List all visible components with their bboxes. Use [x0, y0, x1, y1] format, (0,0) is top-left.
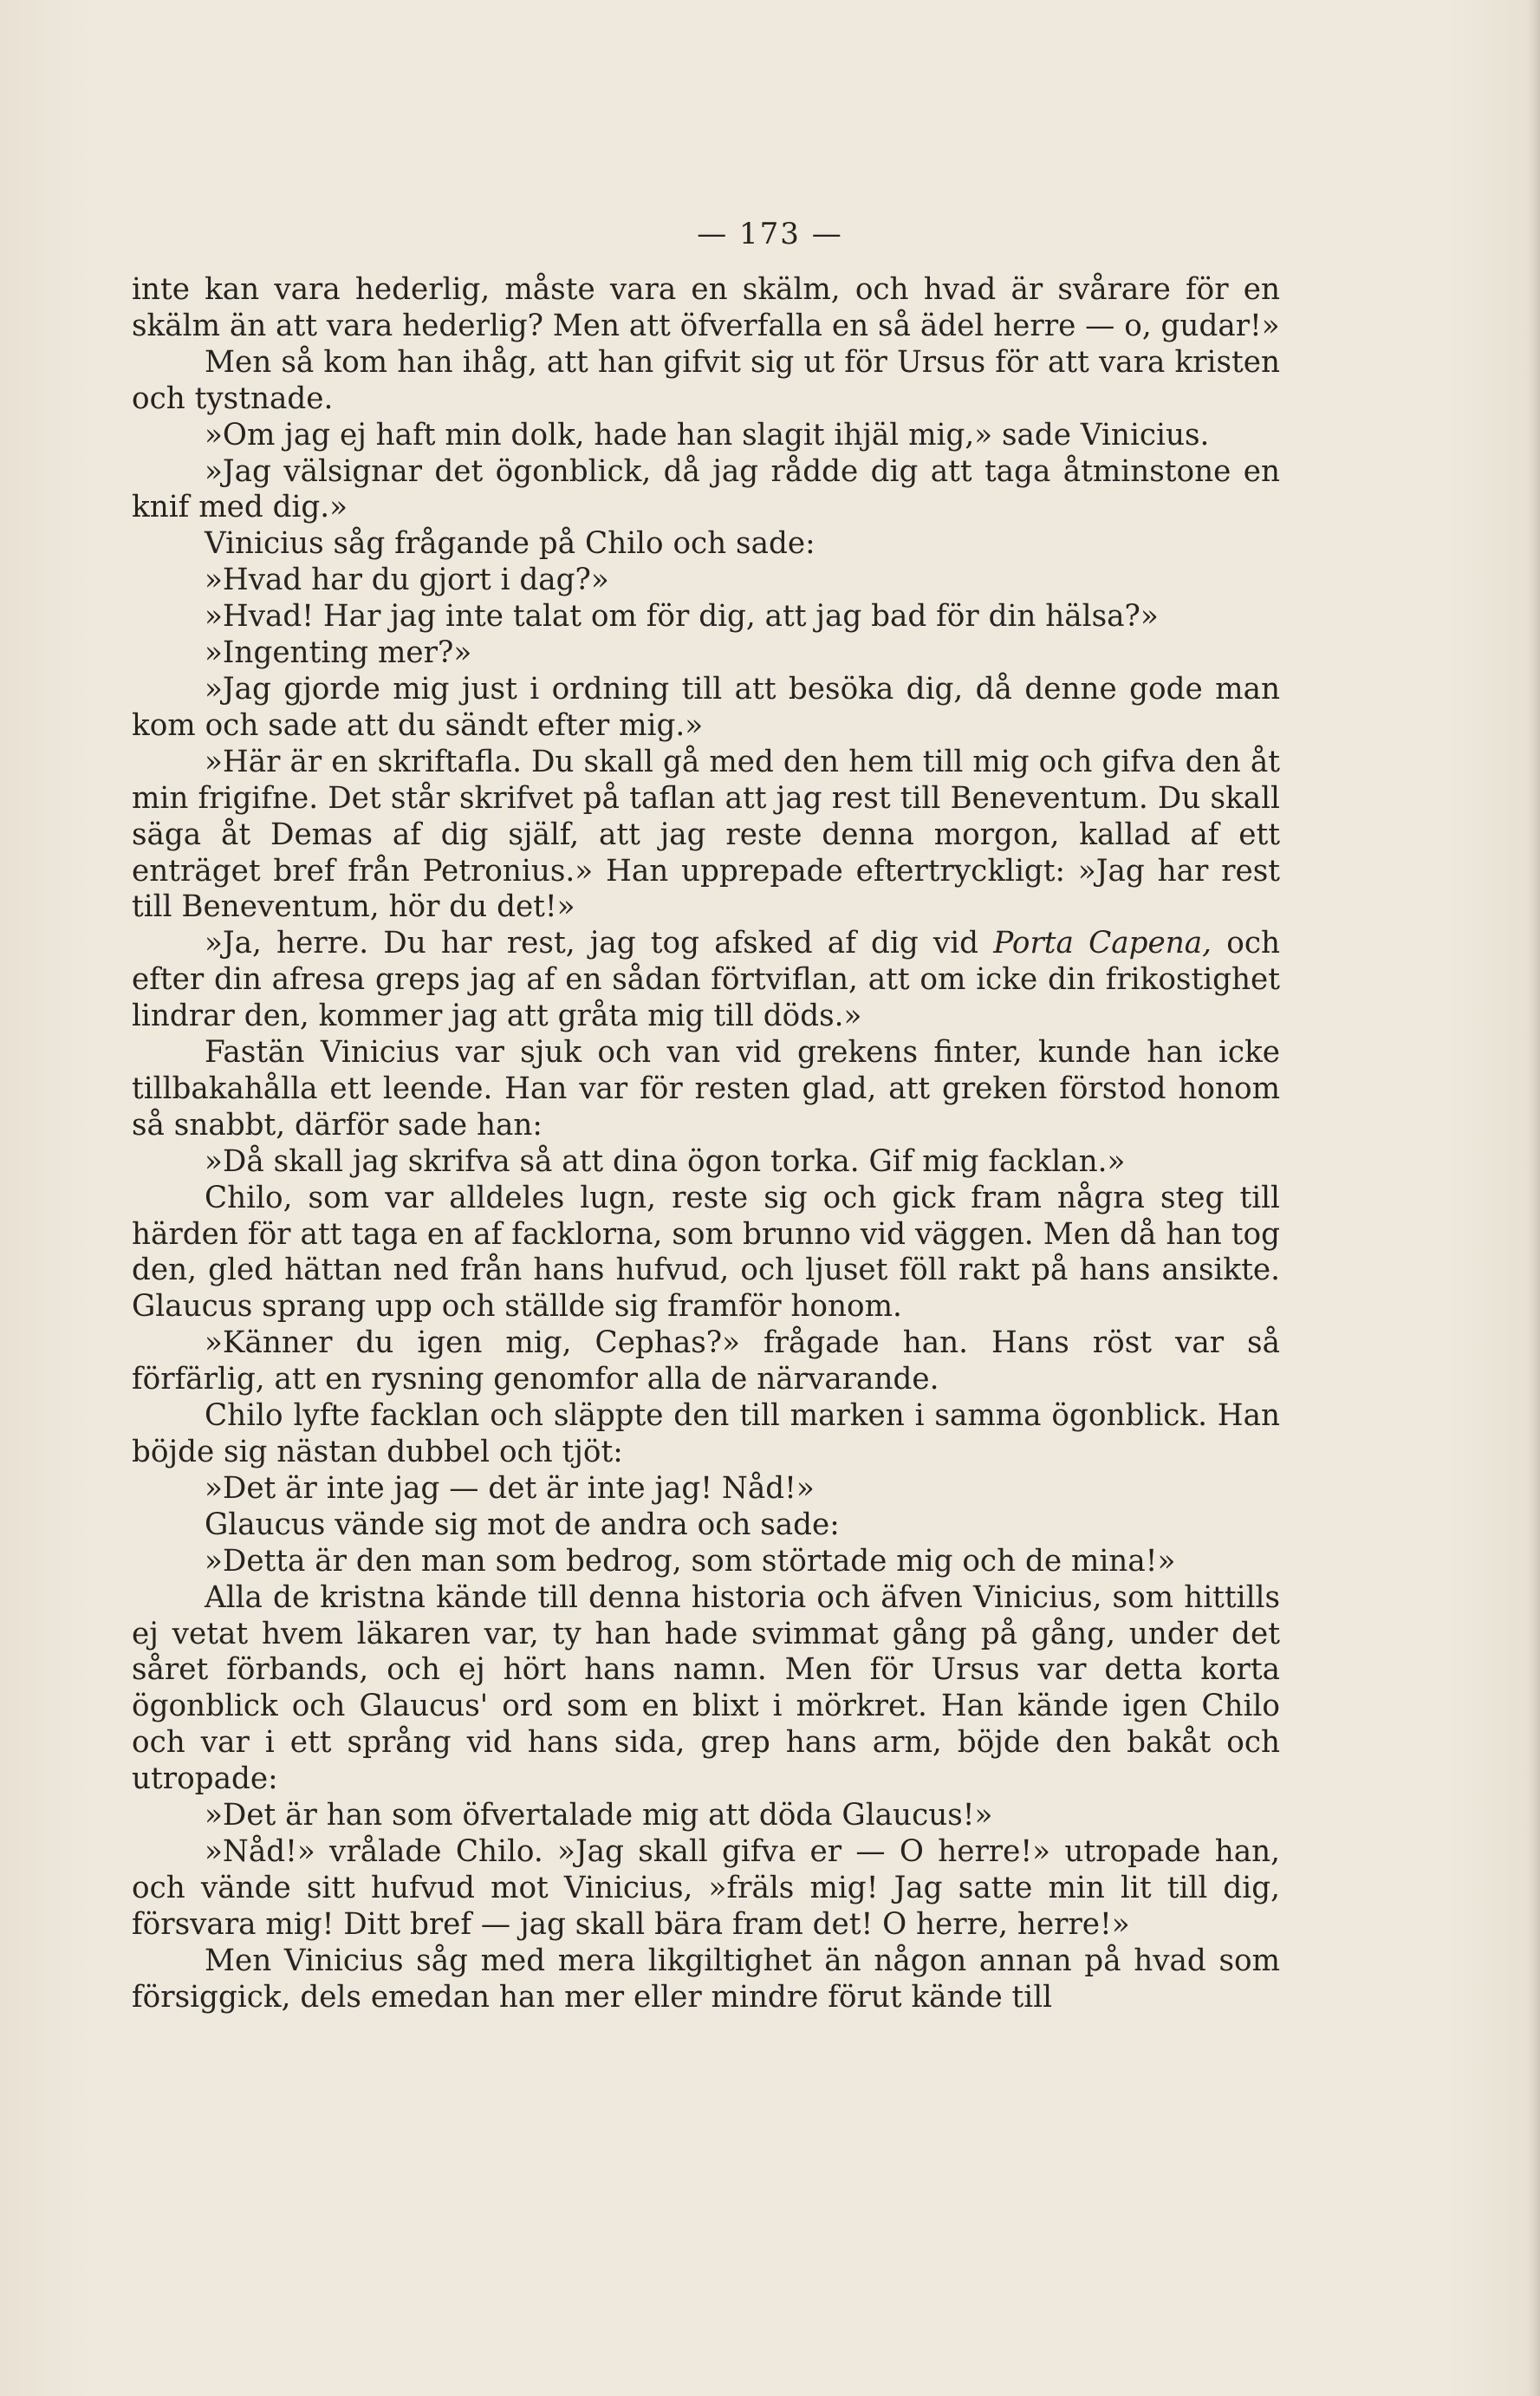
paragraph: Chilo, som var alldeles lugn, reste sig och gick fram några steg till härden för att taga en af facklorna, som brunno vid väggen. Men då han tog den, gled hättan ned från hans hufvud, och ljuset föll rakt på hans ansikte. Glaucus sprang upp och ställde sig framför honom.: [132, 1180, 1280, 1325]
text-segment: och efter din afresa greps jag af en sådan förtviflan, att om icke din frikostighet lindrar den, kommer jag att gråta mig till döds.»: [132, 926, 1280, 1034]
paragraph: »Detta är den man som bedrog, som störtade mig och de mina!»: [205, 1543, 1176, 1579]
paragraph: Chilo lyfte facklan och släppte den till marken i samma ögonblick. Han böjde sig nästan dubbel och tjöt:: [132, 1398, 1280, 1469]
paragraph: »Känner du igen mig, Cephas?» frågade han. Hans röst var så förfärlig, att en rysning genomfor alla de närvarande.: [132, 1325, 1280, 1397]
paragraph: Fastän Vinicius var sjuk och van vid grekens finter, kunde han icke tillbakahålla ett leende. Han var för resten glad, att greken förstod honom så snabbt, därför sade han:: [132, 1035, 1280, 1143]
paragraph: Glaucus vände sig mot de andra och sade:: [205, 1507, 840, 1542]
paragraph: Men så kom han ihåg, att han gifvit sig ut för Ursus för att vara kristen och tystnade.: [132, 344, 1280, 416]
paragraph: »Hvad! Har jag inte talat om för dig, att jag bad för din hälsa?»: [205, 599, 1159, 635]
text-segment: »Ja, herre. Du har rest, jag tog afsked af dig vid: [205, 926, 994, 961]
paragraph: »Då skall jag skrifva så att dina ögon torka. Gif mig facklan.»: [205, 1143, 1126, 1179]
body-text: [132, 272, 1280, 2016]
paragraph: »Ingenting mer?»: [205, 635, 472, 671]
paragraph: »Jag gjorde mig just i ordning till att besöka dig, då denne gode man kom och sade att du sändt efter mig.»: [132, 671, 1280, 743]
paragraph: »Om jag ej haft min dolk, hade han slagit ihjäl mig,» sade Vinicius.: [205, 417, 1210, 453]
paragraph: »Hvad har du gjort i dag?»: [205, 563, 609, 598]
paragraph: »Det är inte jag — det är inte jag! Nåd!»: [205, 1470, 815, 1506]
paragraph: »Jag välsignar det ögonblick, då jag rådde dig att taga åtminstone en knif med dig.»: [132, 453, 1280, 525]
paragraph-with-italic: [132, 926, 1280, 1035]
paragraph: Vinicius såg frågande på Chilo och sade:: [205, 526, 815, 562]
paragraph: Men Vinicius såg med mera likgiltighet än någon annan på hvad som försiggick, dels emedan han mer eller mindre förut kände till: [132, 1943, 1280, 2015]
italic-place-name: Porta Capena,: [993, 926, 1212, 961]
paragraph: »Nåd!» vrålade Chilo. »Jag skall gifva er — O herre!» utropade han, och vände sitt hufvud mot Vinicius, »fräls mig! Jag satte min lit till dig, försvara mig! Ditt bref — jag skall bära fram det! O herre, herre!»: [132, 1833, 1280, 1942]
paragraph: »Det är han som öfvertalade mig att döda Glaucus!»: [205, 1798, 993, 1833]
paragraph: Alla de kristna kände till denna historia och äfven Vinicius, som hittills ej vetat hvem läkaren var, ty han hade svimmat gång på gång, under det såret förbands, och ej hört hans namn. Men för Ursus var detta korta ögonblick och Glaucus' ord som en blixt i mörkret. Han kände igen Chilo och var i ett språng vid hans sida, grep hans arm, böjde den bakåt och utropade:: [132, 1579, 1280, 1797]
page-edge-shadow: [1528, 0, 1540, 2396]
paragraph: inte kan vara hederlig, måste vara en skälm, och hvad är svårare för en skälm än att vara hederlig? Men att öfverfalla en så ädel herre — o, gudar!»: [132, 272, 1280, 343]
paragraph: »Här är en skriftafla. Du skall gå med den hem till mig och gifva den åt min frigifne. Det står skrifvet på taflan att jag rest till Beneventum. Du skall säga åt Demas af dig själf, att jag reste denna morgon, kallad af ett enträget bref från Petronius.» Han upprepade eftertryckligt: »Jag har rest till Beneventum, hör du det!»: [132, 744, 1280, 925]
page-number: — 173 —: [697, 217, 843, 251]
